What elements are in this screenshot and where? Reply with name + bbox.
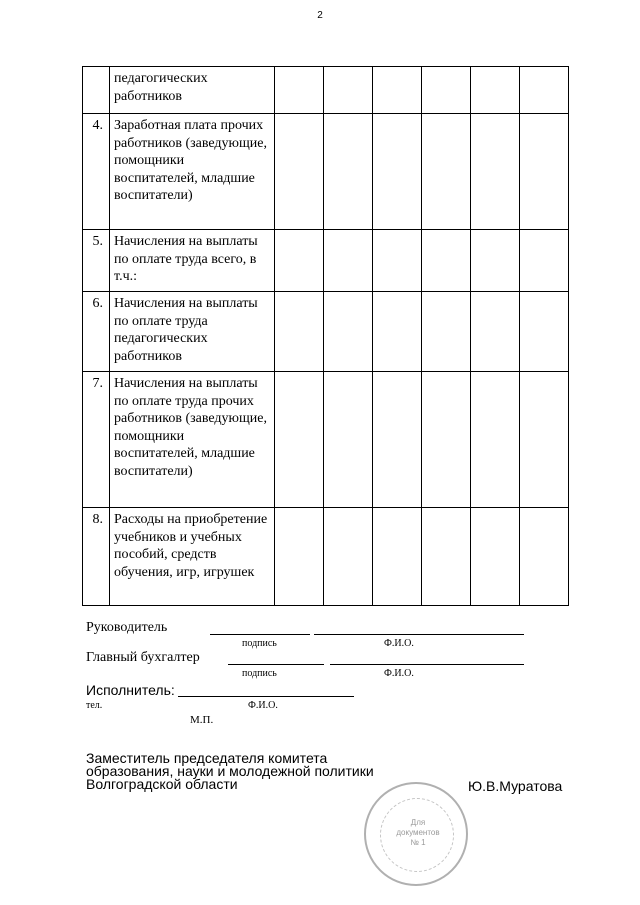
row-title: педагогических работников: [110, 67, 275, 114]
row-title: Начисления на выплаты по оплате труда всего, в т.ч.:: [110, 230, 275, 292]
table-row: [83, 292, 569, 372]
value-cell: [520, 67, 569, 114]
page-number: 2: [317, 10, 323, 21]
approval-position-line2: образования, науки и молодежной политики: [86, 763, 374, 779]
row-title: Расходы на приобретение учебников и учебных пособий, средств обучения, игр, игрушек: [110, 508, 275, 606]
table-row: [83, 67, 569, 114]
head-signature-caption: подпись: [242, 638, 277, 649]
value-cell: [422, 372, 471, 508]
row-title: Заработная плата прочих работников (заведующие, помощники воспитателей, младшие воспитатели): [110, 114, 275, 230]
value-cell: [520, 508, 569, 606]
seal-text-line1: Для: [410, 818, 426, 827]
value-cell: [275, 292, 324, 372]
row-number: 8.: [83, 508, 110, 606]
value-cell: [520, 230, 569, 292]
value-cell: [373, 67, 422, 114]
phone-label: тел.: [86, 700, 103, 711]
table-row: [83, 114, 569, 230]
accountant-name-caption: Ф.И.О.: [384, 668, 414, 679]
row-number: [83, 67, 110, 114]
value-cell: [275, 508, 324, 606]
head-name-line: [314, 634, 524, 635]
value-cell: [324, 508, 373, 606]
approval-position: [86, 752, 374, 791]
accountant-signature-line: [228, 664, 324, 665]
accountant-signature-caption: подпись: [242, 668, 277, 679]
table-row: [83, 508, 569, 606]
budget-table: [82, 66, 569, 606]
approval-position-line3: Волгоградской области: [86, 776, 238, 792]
head-signature-line: [210, 634, 310, 635]
value-cell: [471, 114, 520, 230]
value-cell: [471, 67, 520, 114]
row-number: 6.: [83, 292, 110, 372]
value-cell: [275, 114, 324, 230]
chief-accountant-label: Главный бухгалтер: [86, 650, 200, 665]
value-cell: [373, 372, 422, 508]
value-cell: [373, 230, 422, 292]
value-cell: [422, 230, 471, 292]
executor-name-caption: Ф.И.О.: [248, 700, 278, 711]
value-cell: [471, 372, 520, 508]
value-cell: [422, 67, 471, 114]
value-cell: [422, 292, 471, 372]
value-cell: [471, 230, 520, 292]
value-cell: [324, 230, 373, 292]
value-cell: [373, 114, 422, 230]
stamp-place: М.П.: [190, 714, 214, 726]
seal-text-line2: документов: [396, 828, 440, 837]
value-cell: [373, 508, 422, 606]
round-seal-stamp: [364, 782, 468, 886]
executor-label: Исполнитель:: [86, 682, 175, 698]
row-title: Начисления на выплаты по оплате труда прочих работников (заведующие, помощники воспитателей, младшие воспитатели): [110, 372, 275, 508]
seal-text-line3: № 1: [410, 838, 426, 847]
value-cell: [275, 230, 324, 292]
value-cell: [275, 67, 324, 114]
approval-name: Ю.В.Муратова: [468, 778, 563, 794]
row-number: 4.: [83, 114, 110, 230]
executor-line: [178, 696, 354, 697]
value-cell: [275, 372, 324, 508]
value-cell: [520, 114, 569, 230]
row-title: Начисления на выплаты по оплате труда педагогических работников: [110, 292, 275, 372]
value-cell: [471, 292, 520, 372]
accountant-name-line: [330, 664, 524, 665]
value-cell: [373, 292, 422, 372]
value-cell: [471, 508, 520, 606]
value-cell: [422, 508, 471, 606]
value-cell: [324, 114, 373, 230]
table-row: [83, 372, 569, 508]
value-cell: [520, 292, 569, 372]
table-row: [83, 230, 569, 292]
row-number: 5.: [83, 230, 110, 292]
value-cell: [520, 372, 569, 508]
value-cell: [324, 292, 373, 372]
approval-position-line1: Заместитель председателя комитета: [86, 750, 328, 766]
value-cell: [422, 114, 471, 230]
value-cell: [324, 67, 373, 114]
value-cell: [324, 372, 373, 508]
head-label: Руководитель: [86, 620, 168, 635]
head-name-caption: Ф.И.О.: [384, 638, 414, 649]
row-number: 7.: [83, 372, 110, 508]
